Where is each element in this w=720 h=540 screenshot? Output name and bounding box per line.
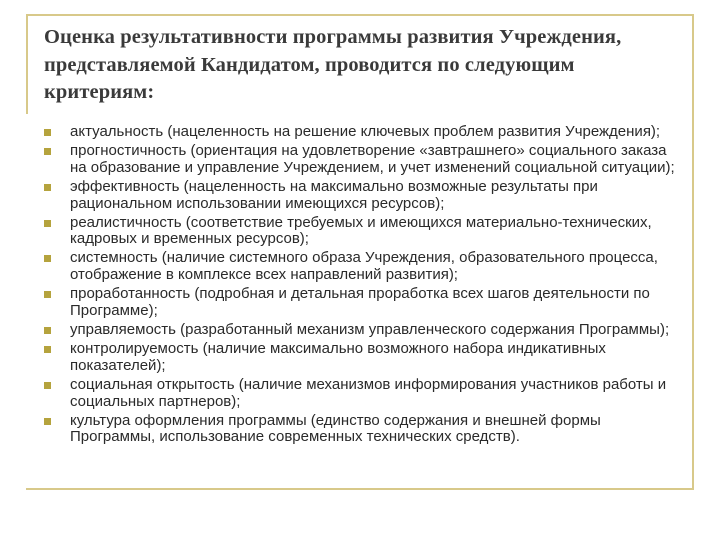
square-bullet-icon <box>44 184 51 191</box>
criterion-text: контролируемость (наличие максимально возможного набора индикативных показателей); <box>70 340 606 374</box>
square-bullet-icon <box>44 291 51 298</box>
list-item <box>44 286 684 319</box>
square-bullet-icon <box>44 327 51 334</box>
list-item <box>44 413 684 446</box>
criterion-text: проработанность (подробная и детальная проработка всех шагов деятельности по Программе); <box>70 285 650 319</box>
square-bullet-icon <box>44 220 51 227</box>
square-bullet-icon <box>44 346 51 353</box>
criterion-text: актуальность (нацеленность на решение ключевых проблем развития Учреждения); <box>70 123 661 140</box>
square-bullet-icon <box>44 382 51 389</box>
slide-title: Оценка результативности программы развития Учреждения, представляемой Кандидатом, проводится по следующим критериям: <box>44 26 622 103</box>
list-item <box>44 322 684 339</box>
frame-top-line <box>26 14 694 16</box>
list-item <box>44 215 684 248</box>
list-item <box>44 341 684 374</box>
criterion-text: реалистичность (соответствие требуемых и имеющихся материально-технических, кадровых и временных ресурсов); <box>70 213 652 248</box>
criterion-text: социальная открытость (наличие механизмов информирования участников работы и социальных партнеров); <box>70 375 667 410</box>
list-item <box>44 124 684 141</box>
frame-bottom-line <box>26 488 694 490</box>
frame-right-line <box>692 14 694 490</box>
criterion-text: управляемость (разработанный механизм управленческого содержания Программы); <box>70 321 670 339</box>
criterion-text: системность (наличие системного образа Учреждения, образовательного процесса, отображение в комплексе всех направлений развития); <box>70 249 658 284</box>
square-bullet-icon <box>44 418 51 425</box>
square-bullet-icon <box>44 255 51 262</box>
square-bullet-icon <box>44 129 51 136</box>
list-item <box>44 179 684 212</box>
frame-left-line <box>26 14 28 114</box>
criteria-list <box>44 124 684 449</box>
criterion-text: культура оформления программы (единство содержания и внешней формы Программы, использование современных технических средств). <box>70 411 601 446</box>
criterion-text: эффективность (нацеленность на максимально возможные результаты при рациональном использовании имеющихся ресурсов); <box>70 177 598 212</box>
list-item <box>44 143 684 176</box>
criterion-text: прогностичность (ориентация на удовлетворение «завтрашнего» социального заказа на образование и управление Учреждением, и учет изменений социальной ситуации); <box>70 142 675 176</box>
list-item <box>44 250 684 283</box>
list-item <box>44 377 684 410</box>
square-bullet-icon <box>44 148 51 155</box>
